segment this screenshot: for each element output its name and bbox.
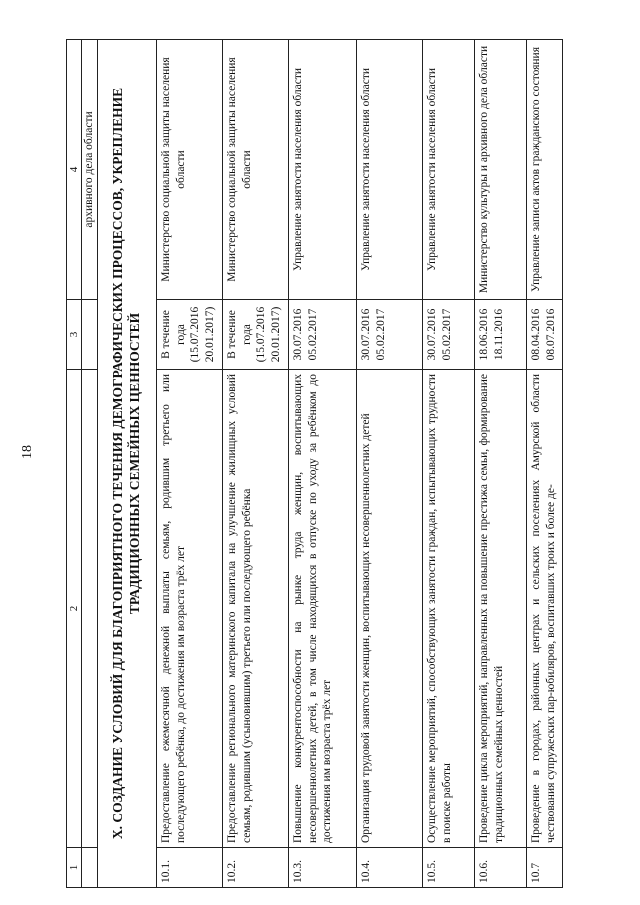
continuation-row: [82, 40, 98, 888]
header-col-3: 3: [67, 300, 82, 370]
row-date: 30.07.2016 05.02.2017: [356, 300, 422, 370]
row-responsible: Министерство социальной защиты населения области: [222, 40, 288, 300]
section-row: [97, 40, 156, 888]
row-number: 10.1.: [156, 848, 222, 888]
row-responsible: Управление занятости населения области: [288, 40, 356, 300]
header-col-2: 2: [67, 370, 82, 848]
row-text: Проведение в городах, районных центрах и сельских поселениях Амурской области чествования супружеских пар-юбиляров, воспитавших троих и более де-: [526, 370, 562, 848]
header-col-1: 1: [67, 848, 82, 888]
section-title: X. СОЗДАНИЕ УСЛОВИЙ ДЛЯ БЛАГОПРИЯТНОГО ТЕЧЕНИЯ ДЕМОГРАФИЧЕСКИХ ПРОЦЕССОВ, УКРЕПЛЕНИЕ ТРАДИЦИОННЫХ СЕМЕЙНЫХ ЦЕННОСТЕЙ: [97, 40, 156, 888]
row-number: 10.7: [526, 848, 562, 888]
header-col-4: 4: [67, 40, 82, 300]
row-text: Осуществление мероприятий, способствующих занятости граждан, испытывающих трудности в поиске работы: [422, 370, 474, 848]
row-responsible: Управление занятости населения области: [356, 40, 422, 300]
row-date: 08.04.2016 08.07.2016: [526, 300, 562, 370]
table-header-row: [67, 40, 82, 888]
row-responsible: Министерство социальной защиты населения области: [156, 40, 222, 300]
row-number: 10.4.: [356, 848, 422, 888]
measures-table: [66, 39, 563, 888]
row-text: Проведение цикла мероприятий, направленных на повышение престижа семьи, формирование традиционных семейных ценностей: [474, 370, 526, 848]
table-row: [474, 40, 526, 888]
continuation-responsible: архивного дела области: [82, 40, 98, 300]
row-number: 10.5.: [422, 848, 474, 888]
row-text: Предоставление ежемесячной денежной выплаты семьям, родившим третьего или последующего ребёнка, до достижения им возраста трёх лет: [156, 370, 222, 848]
row-date: 30.07.2016 05.02.2017: [422, 300, 474, 370]
table-row: [222, 40, 288, 888]
rotated-page-content: [66, 40, 578, 888]
table-row: [526, 40, 562, 888]
row-text: Предоставление регионального материнского капитала на улучшение жилищных условий семьям, родившим (усыновившим) третьего или последующего ребёнка: [222, 370, 288, 848]
row-text: Повышение конкурентоспособности на рынке труда женщин, воспитывающих несовершеннолетних детей, в том числе находящихся в отпуске по уходу за ребёнком до достижения им возраста трёх лет: [288, 370, 356, 848]
row-responsible: Министерство культуры и архивного дела области: [474, 40, 526, 300]
row-number: 10.2.: [222, 848, 288, 888]
table-row: [422, 40, 474, 888]
row-responsible: Управление занятости населения области: [422, 40, 474, 300]
row-number: 10.3.: [288, 848, 356, 888]
row-number: 10.6.: [474, 848, 526, 888]
table-row: [356, 40, 422, 888]
row-date: В течение года (15.07.2016 20.01.2017): [156, 300, 222, 370]
table-row: [156, 40, 222, 888]
row-responsible: Управление записи актов гражданского состояния: [526, 40, 562, 300]
row-date: 18.06.2016 18.11.2016: [474, 300, 526, 370]
row-date: 30.07.2016 05.02.2017: [288, 300, 356, 370]
row-date: В течение года (15.07.2016 20.01.2017): [222, 300, 288, 370]
table-row: [288, 40, 356, 888]
page-number: 18: [20, 445, 35, 459]
row-text: Организация трудовой занятости женщин, воспитывающих несовершеннолетних детей: [356, 370, 422, 848]
